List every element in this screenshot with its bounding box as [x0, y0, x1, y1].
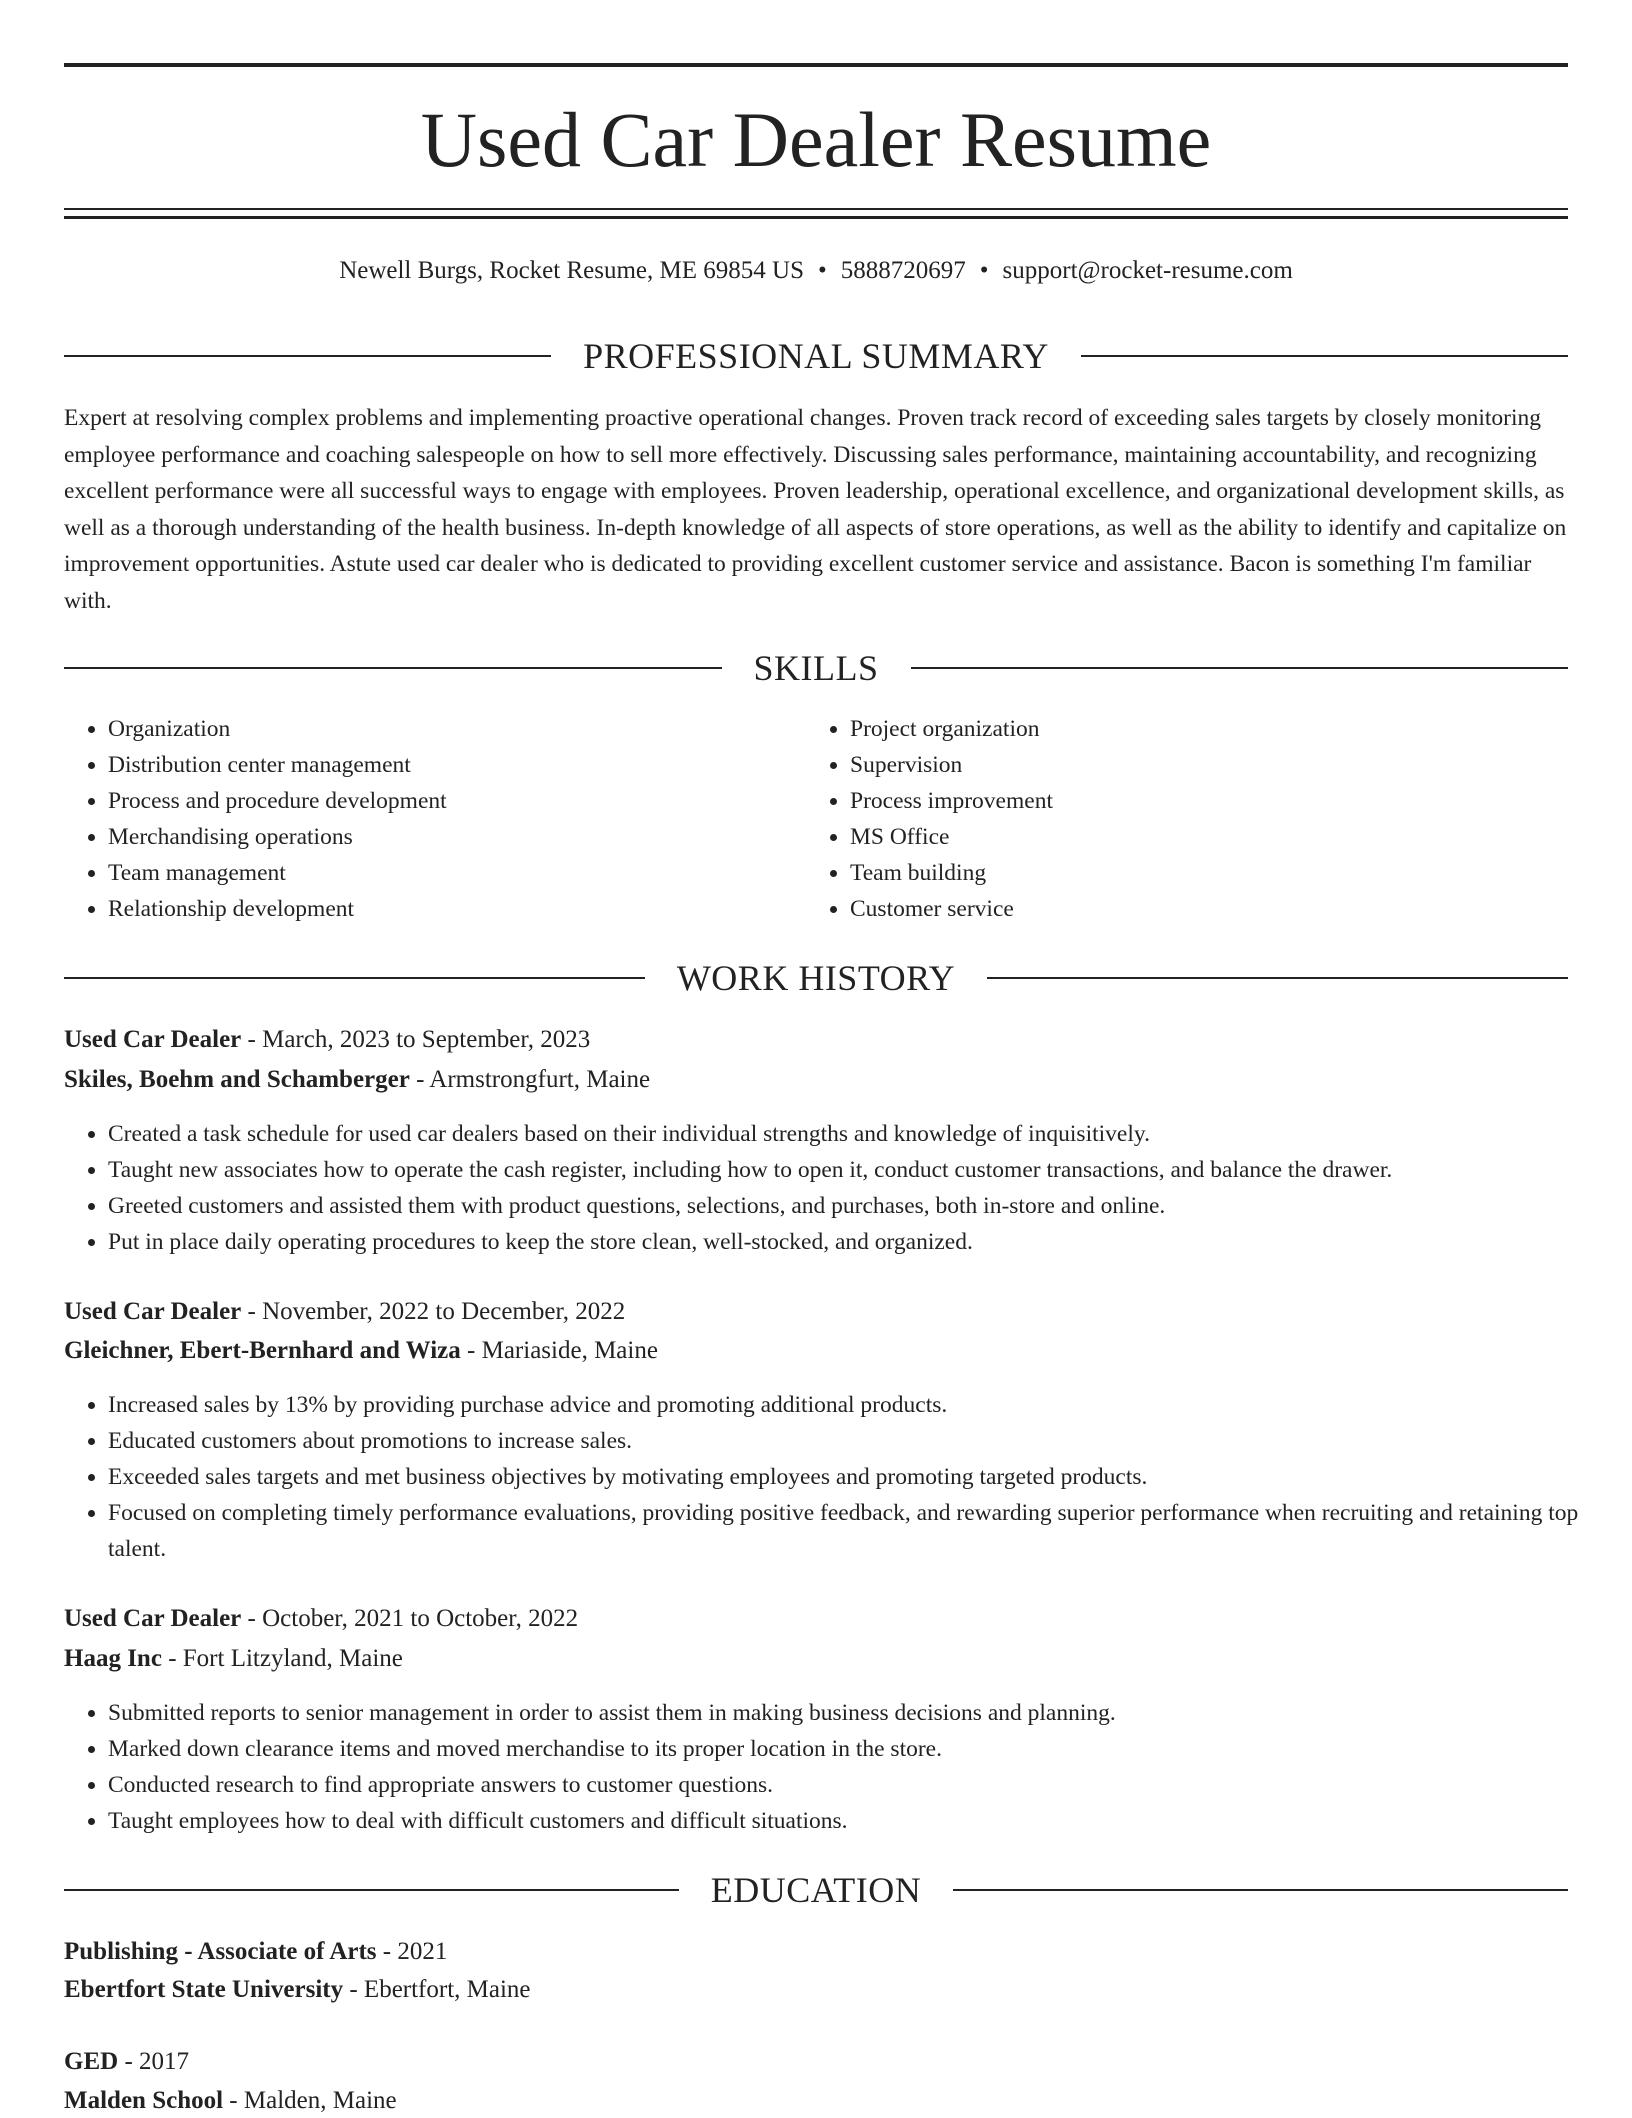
education-degree-line: [64, 1935, 1568, 1969]
education-school-line: [64, 2084, 1568, 2118]
job-title-line: [64, 1023, 1568, 1057]
education-school-line: [64, 1973, 1568, 2007]
skill-item: • Process improvement: [850, 783, 1550, 819]
contact-email: support@rocket-resume.com: [1002, 257, 1293, 284]
duty-item: • Exceeded sales targets and met business objectives by motivating employees and promoting targeted products.: [108, 1459, 1612, 1495]
title-rule-upper: [64, 208, 1568, 210]
duty-item: • Marked down clearance items and moved merchandise to its proper location in the store.: [108, 1731, 1612, 1767]
job-duties: [64, 1387, 1612, 1567]
contact-line: [64, 254, 1568, 288]
skills-list-right: [806, 711, 1550, 927]
education-degree-line: [64, 2045, 1568, 2079]
education-degree: GED: [64, 2048, 119, 2075]
skill-item: • Supervision: [850, 747, 1550, 783]
skill-item: • Project organization: [850, 711, 1550, 747]
job-company-line: [64, 1063, 1568, 1097]
education-degree: Publishing - Associate of Arts: [64, 1938, 377, 1965]
job-dates: - October, 2021 to October, 2022: [241, 1605, 579, 1632]
job-location: - Mariaside, Maine: [460, 1337, 658, 1364]
education-year: - 2017: [118, 2048, 190, 2075]
job-title: Used Car Dealer: [64, 1026, 242, 1053]
skill-item: • Team management: [108, 855, 808, 891]
skill-item: • Process and procedure development: [108, 783, 808, 819]
section-heading-summary: [64, 334, 1568, 378]
duty-item: • Taught new associates how to operate the cash register, including how to open it, conduct customer transactions, and balance the drawer.: [108, 1152, 1612, 1188]
job-company-line: [64, 1642, 1568, 1676]
education-year: - 2021: [376, 1938, 448, 1965]
education-school: Ebertfort State University: [64, 1976, 344, 2003]
job-title: Used Car Dealer: [64, 1298, 242, 1325]
job-dates: - November, 2022 to December, 2022: [241, 1298, 626, 1325]
skill-item: • MS Office: [850, 819, 1550, 855]
duty-item: • Greeted customers and assisted them with product questions, selections, and purchases, both in-store and online.: [108, 1188, 1612, 1224]
job-company-line: [64, 1334, 1568, 1368]
summary-paragraph: Expert at resolving complex problems and implementing proactive operational changes. Proven track record of exceeding sales targets by closely monitoring employee performance and coaching salespeople on how to sell more effectively. Discussing sales performance, maintaining accountability, and recognizing excellent performance were all successful ways to engage with employees. Proven leadership, operational excellence, and organizational development skills, as well as a thorough understanding of the health business. In-depth knowledge of all aspects of store operations, as well as the ability to identify and capitalize on improvement opportunities. Astute used car dealer who is dedicated to providing excellent customer service and assistance. Bacon is something I'm familiar with.: [64, 405, 1567, 614]
job-duties: [64, 1695, 1612, 1839]
duty-item: • Created a task schedule for used car dealers based on their individual strengths and knowledge of inquisitively.: [108, 1116, 1612, 1152]
job-duties: [64, 1116, 1612, 1260]
skill-item: • Relationship development: [108, 891, 808, 927]
duty-item: • Focused on completing timely performance evaluations, providing positive feedback, and rewarding superior performance when recruiting and retaining top talent.: [108, 1495, 1612, 1567]
job-company: Skiles, Boehm and Schamberger: [64, 1066, 410, 1093]
job-dates: - March, 2023 to September, 2023: [241, 1026, 591, 1053]
duty-item: • Put in place daily operating procedures to keep the store clean, well-stocked, and organized.: [108, 1224, 1612, 1260]
section-title: PROFESSIONAL SUMMARY: [583, 336, 1049, 376]
top-rule: [64, 63, 1568, 67]
section-title: WORK HISTORY: [676, 958, 956, 998]
skill-item: • Team building: [850, 855, 1550, 891]
title-rule-lower: [64, 216, 1568, 219]
section-heading-work: [64, 956, 1568, 1000]
duty-item: • Taught employees how to deal with difficult customers and difficult situations.: [108, 1803, 1612, 1839]
duty-item: • Increased sales by 13% by providing purchase advice and promoting additional products.: [108, 1387, 1612, 1423]
duty-item: • Conducted research to find appropriate answers to customer questions.: [108, 1767, 1612, 1803]
job-title-line: [64, 1602, 1568, 1636]
job-location: - Fort Litzyland, Maine: [161, 1645, 403, 1672]
skill-item: • Distribution center management: [108, 747, 808, 783]
contact-separator: •: [979, 257, 989, 284]
section-title: SKILLS: [753, 648, 879, 688]
job-company: Haag Inc: [64, 1645, 162, 1672]
contact-separator: •: [817, 257, 827, 284]
contact-phone: 5888720697: [840, 257, 966, 284]
skills-list-left: [64, 711, 808, 927]
skill-item: • Customer service: [850, 891, 1550, 927]
resume-title: Used Car Dealer Resume: [420, 96, 1212, 183]
education-location: - Ebertfort, Maine: [343, 1976, 531, 2003]
skill-item: • Merchandising operations: [108, 819, 808, 855]
skill-item: • Organization: [108, 711, 808, 747]
section-heading-skills: [64, 646, 1568, 690]
education-school: Malden School: [64, 2087, 224, 2114]
job-company: Gleichner, Ebert-Bernhard and Wiza: [64, 1337, 461, 1364]
education-location: - Malden, Maine: [223, 2087, 397, 2114]
job-title-line: [64, 1295, 1568, 1329]
section-heading-education: [64, 1868, 1568, 1912]
contact-address: Newell Burgs, Rocket Resume, ME 69854 US: [339, 257, 804, 284]
duty-item: • Educated customers about promotions to increase sales.: [108, 1423, 1612, 1459]
duty-item: • Submitted reports to senior management in order to assist them in making business decisions and planning.: [108, 1695, 1612, 1731]
job-title: Used Car Dealer: [64, 1605, 242, 1632]
section-title: EDUCATION: [710, 1870, 922, 1910]
job-location: - Armstrongfurt, Maine: [409, 1066, 651, 1093]
